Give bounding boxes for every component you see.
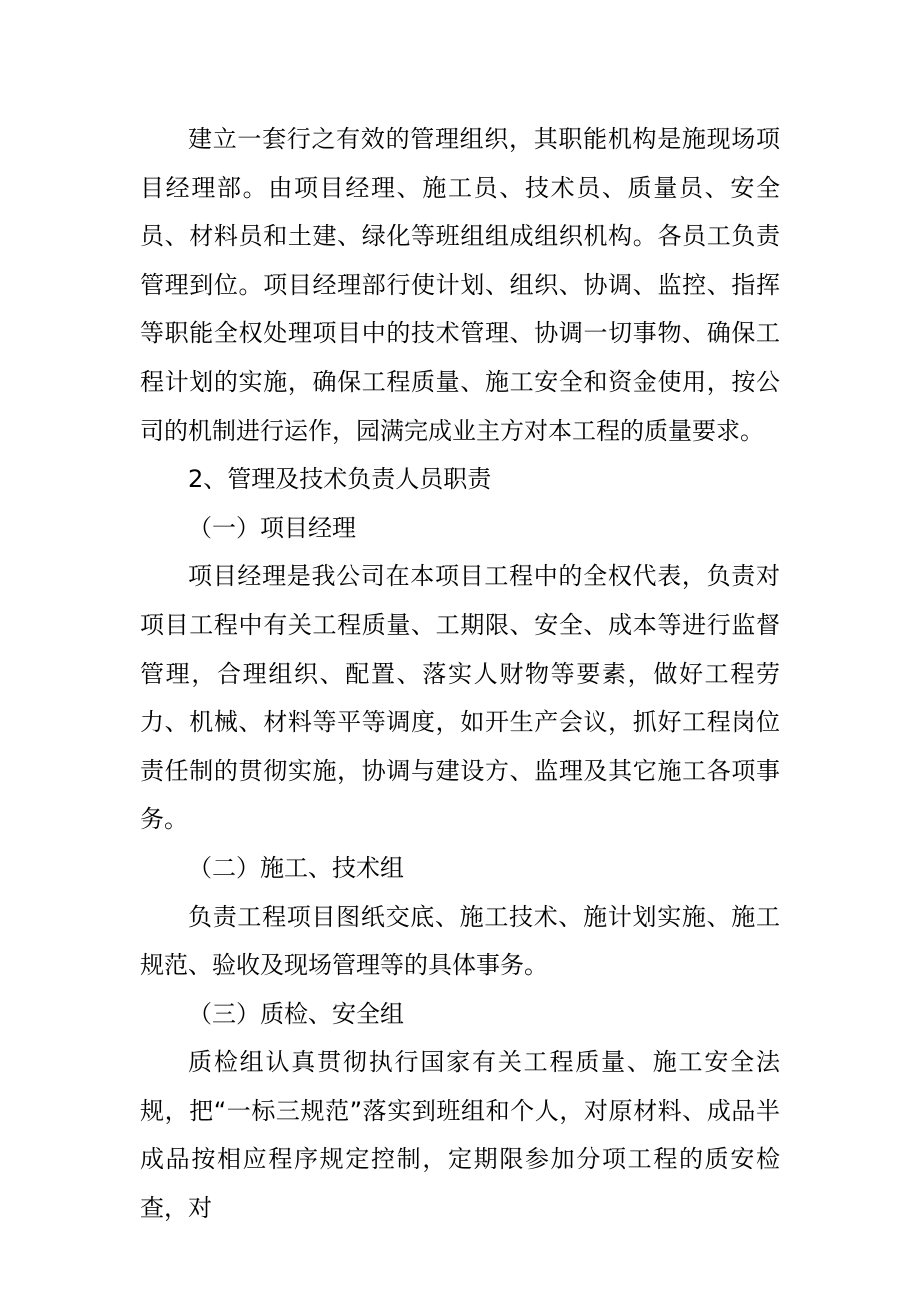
paragraph-quality-safety-group: 质检组认真贯彻执行国家有关工程质量、施工安全法规，把“一标三规范”落实到班组和个人，对原材料、成品半成品按相应程序规定控制，定期限参加分项工程的质安检查，对 [140, 1048, 780, 1223]
subheading-project-manager: （一）项目经理 [188, 513, 356, 542]
paragraph-management-organization: 建立一套行之有效的管理组织，其职能机构是施现场项目经理部。由项目经理、施工员、技术员、质量员、安全员、材料员和土建、绿化等班组组成组织机构。各员工负责管理到位。项目经理部行使计划、组织、协调、监控、指挥等职能全权处理项目中的技术管理、协调一切事物、确保工程计划的实施，确保工程质量、施工安全和资金使用，按公司的机制进行运作，园满完成业主方对本工程的质量要求。 [140, 125, 780, 445]
paragraph-construction-technical-group: 负责工程项目图纸交底、施工技术、施计划实施、施工规范、验收及现场管理等的具体事务。 [140, 902, 780, 980]
subheading-quality-safety-group: （三）质检、安全组 [188, 999, 404, 1028]
document-body [140, 115, 780, 1233]
paragraph-project-manager: 项目经理是我公司在本项目工程中的全权代表，负责对项目工程中有关工程质量、工期限、安全、成本等进行监督管理，合理组织、配置、落实人财物等要素，做好工程劳力、机械、材料等平等调度，如开生产会议，抓好工程岗位责任制的贯彻实施，协调与建设方、监理及其它施工各项事务。 [140, 562, 780, 834]
subheading-construction-technical-group: （二）施工、技术组 [188, 853, 404, 882]
section-heading-responsibilities: 2、管理及技术负责人员职责 [188, 465, 492, 494]
